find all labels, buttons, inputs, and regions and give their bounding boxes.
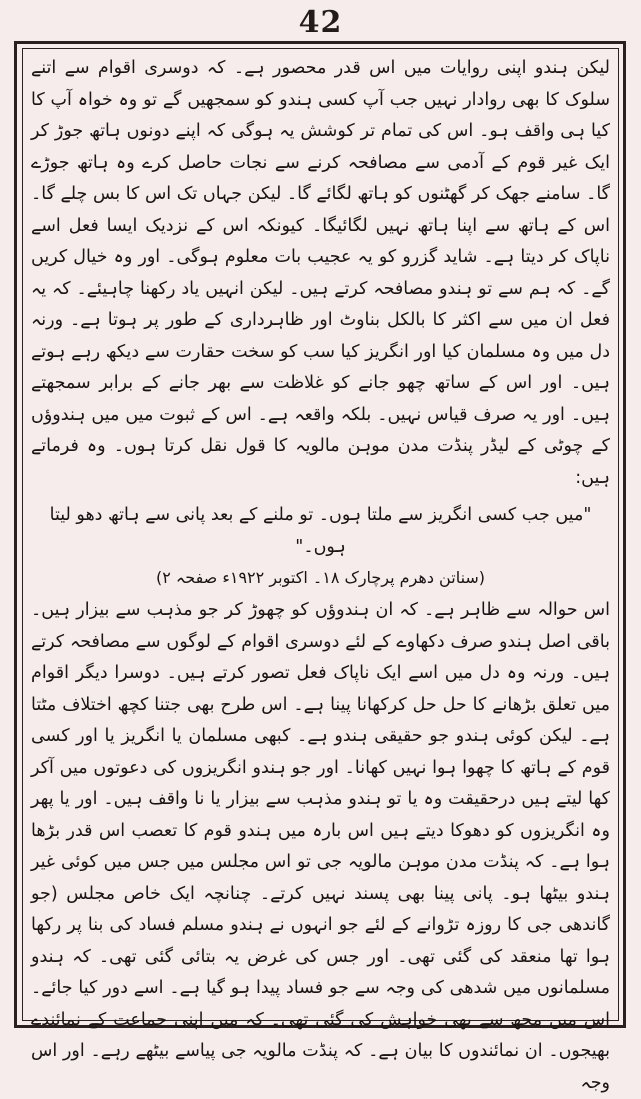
body-text	[31, 53, 610, 1099]
paragraph-1: لیکن ہندو اپنی روایات میں اس قدر محصور ہے۔ کہ دوسری اقوام سے اتنے سلوک کا بھی روادار نہیں جب آپ کسی ہندو کو سمجھیں گے تو وہ خواہ آپ کا کیا ہی واقف ہو۔ اس کی تمام تر کوشش یہ ہوگی کہ اپنے دونوں ہاتھ جوڑ کر ایک غیر قوم کے آدمی سے مصافحہ کرنے سے نجات حاصل کرے وہ ہاتھ جوڑے گا۔ سامنے جھک کر گھٹنوں کو ہاتھ لگائے گا۔ لیکن جہاں تک اس کا بس چلے گا۔ اس کے ہاتھ سے اپنا ہاتھ نہیں لگائیگا۔ کیونکہ اس کے نزدیک ایسا فعل اسے ناپاک کر دیتا ہے۔ شاید گزرو کو یہ عجیب بات معلوم ہوگی۔ اور وہ خیال کریں گے۔ کہ ہم سے تو ہندو مصافحہ کرتے ہیں۔ لیکن انہیں یاد رکھنا چاہیئے۔ کہ یہ فعل ان میں سے اکثر کا بالکل بناوٹ اور ظاہرداری کے طور پر ہوتا ہے۔ ورنہ دل میں وہ مسلمان کیا اور انگریز کیا سب کو سخت حقارت سے دیکھ رہے ہوتے ہیں۔ اور اس کے ساتھ چھو جانے کو غلاظت سے بھر جانے کے برابر سمجھتے ہیں۔ اور یہ صرف قیاس نہیں۔ بلکہ واقعہ ہے۔ اس کے ثبوت میں میں ہندوؤں کے چوٹی کے لیڈر پنڈت مدن موہن مالویہ کا قول نقل کرتا ہوں۔ وہ فرماتے ہیں:	[31, 58, 610, 488]
page-number: 42	[298, 5, 343, 40]
paragraph-2: اس حوالہ سے ظاہر ہے۔ کہ ان ہندوؤں کو چھوڑ کر جو مذہب سے بیزار ہیں۔ باقی اصل ہندو صرف دکھاوے کے لئے دوسری اقوام کے لوگوں سے مصافحہ کرتے ہیں۔ ورنہ وہ دل میں اسے ایک ناپاک فعل تصور کرتے ہیں۔ دوسرا دیگر اقوام میں تعلق بڑھانے کا حل حل کرکھانا پینا ہے۔ اس طرح بھی جتنا کچھ اختلاف مٹتا ہے۔ لیکن کوئی ہندو جو حقیقی ہندو ہے۔ کبھی مسلمان یا انگریز یا اور کسی قوم کے ہاتھ کا چھوا ہوا نہیں کھانا۔ اور جو ہندو انگریزوں کی دعوتوں میں آکر کھا لیتے ہیں درحقیقت وہ یا تو ہندو مذہب سے بیزار یا نا واقف ہیں۔ اور یا پھر وہ انگریزوں کو دھوکا دیتے ہیں اس بارہ میں ہندو قوم کا تعصب اس قدر بڑھا ہوا ہے۔ کہ پنڈت مدن موہن مالویہ جی تو اس مجلس میں جس میں کوئی غیر ہندو بیٹھا ہو۔ پانی پینا بھی پسند نہیں کرتے۔ چنانچہ ایک خاص مجلس (جو گاندھی جی کا روزہ تڑوانے کے لئے جو انہوں نے ہندو مسلم فساد کی بنا پر رکھا ہوا تھا منعقد کی گئی تھی۔ اور جس کی غرض یہ بتائی گئی تھی۔ کہ ہندو مسلمانوں میں شدھی کی وجہ سے جو فساد پیدا ہو گیا ہے۔ اسے دور کیا جائے۔ اس میں مجھ سے بھی خواہش کی گئی تھی۔ کہ میں اپنی جماعت کے نمائندے بھیجوں۔ ان نمائندوں کا بیان ہے۔ کہ پنڈت مالویہ جی پیاسے بیٹھے رہے۔ اور اس وجہ	[31, 600, 610, 1093]
page-border-inner	[22, 48, 619, 1093]
citation: (سناتن دھرم پرچارک ۱۸۔ اکتوبر ۱۹۲۲ء صفحہ ۲)	[155, 568, 486, 587]
quotation: "میں جب کسی انگریز سے ملتا ہوں۔ تو ملنے کے بعد پانی سے ہاتھ دھو لیتا ہوں۔"	[49, 505, 592, 557]
